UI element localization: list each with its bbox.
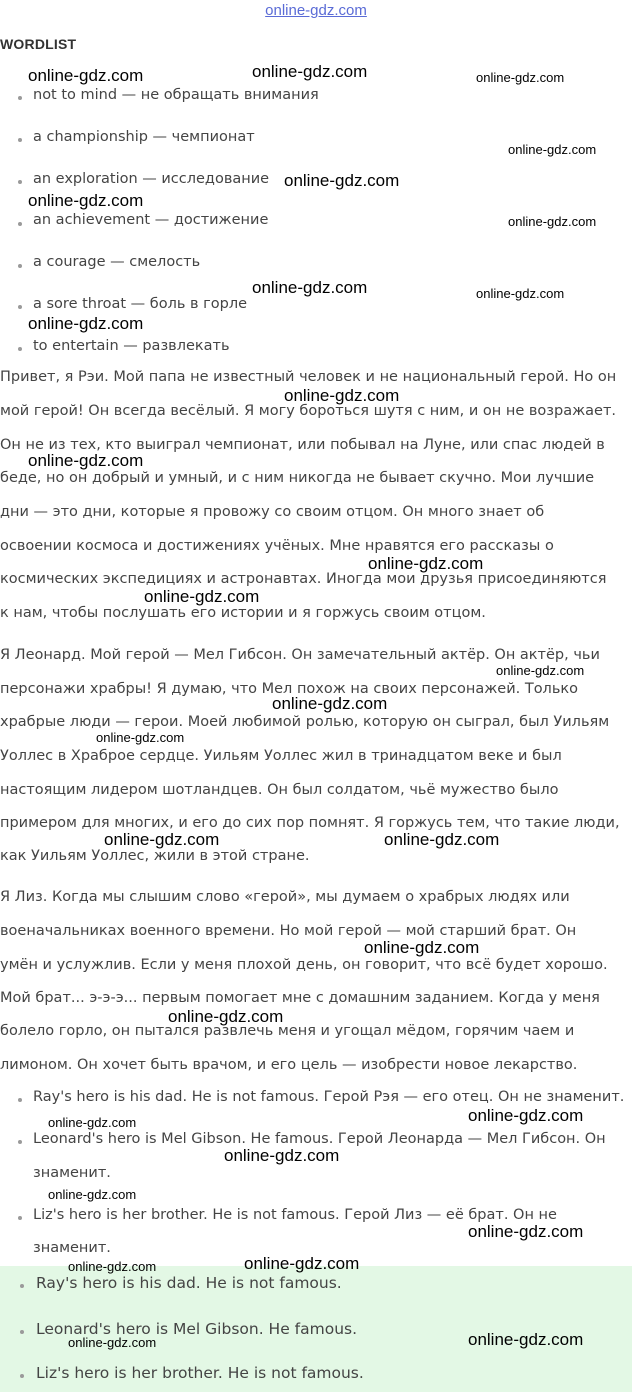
list-bullet [18,138,22,142]
watermark: online-gdz.com [508,214,597,229]
paragraph-line: персонажи храбры! Я думаю, что Мел похож на своих персонажей. Только [0,681,579,697]
wordlist-item: an exploration — исследование [33,171,270,187]
list-bullet [20,1284,24,1288]
watermark: online-gdz.com [384,830,500,849]
watermark: online-gdz.com [468,1330,584,1349]
paragraph-line: как Уильям Уоллес, жили в этой стране. [0,848,310,864]
paragraph-line: к нам, чтобы послушать его истории и я горжусь своим отцом. [0,605,486,621]
watermark: online-gdz.com [168,1007,284,1026]
watermark: online-gdz.com [28,314,144,333]
answer-line: Ray's hero is his dad. He is not famous. Герой Рэя — его отец. Он не знаменит. [33,1089,625,1105]
list-bullet [20,1374,24,1378]
list-bullet [18,305,22,309]
wordlist-item: an achievement — достижение [33,212,269,228]
wordlist-heading: WORDLIST [0,36,77,52]
watermark: online-gdz.com [28,451,144,470]
watermark: online-gdz.com [476,286,565,301]
paragraph-line: космических экспедициях и астронавтах. Иногда мои друзья присоединяются [0,571,607,587]
paragraph-line: освоении космоса и достижениях учёных. Мне нравятся его рассказы о [0,538,554,554]
green-answer-item: Leonard's hero is Mel Gibson. He famous. [36,1320,358,1338]
watermark: online-gdz.com [244,1254,360,1273]
list-bullet [18,347,22,351]
paragraph-line: лимоном. Он хочет быть врачом, и его цель — изобрести новое лекарство. [0,1057,578,1073]
watermark: online-gdz.com [96,730,185,745]
watermark: online-gdz.com [468,1222,584,1241]
answer-line: Leonard's hero is Mel Gibson. He famous. Герой Леонарда — Мел Гибсон. Он [33,1131,606,1147]
list-bullet [18,96,22,100]
watermark: online-gdz.com [364,938,480,957]
paragraph-line: болело горло, он пытался развлечь меня и угощал мёдом, горячим чаем и [0,1023,575,1039]
watermark: online-gdz.com [496,663,585,678]
watermark: online-gdz.com [104,830,220,849]
paragraph-line: Уоллес в Храброе сердце. Уильям Уоллес жил в тринадцатом веке и был [0,748,562,764]
watermark: online-gdz.com [284,171,400,190]
paragraph-line: Мой брат... э-э-э... первым помогает мне с домашним заданием. Когда у меня [0,990,600,1006]
watermark: online-gdz.com [68,1335,157,1350]
watermark: online-gdz.com [468,1106,584,1125]
wordlist-item: not to mind — не обращать внимания [33,87,319,103]
green-answer-item: Liz's hero is her brother. He is not famous. [36,1364,364,1382]
watermark: online-gdz.com [224,1146,340,1165]
list-bullet [20,1330,24,1334]
watermark: online-gdz.com [272,694,388,713]
watermark: online-gdz.com [476,70,565,85]
watermark: online-gdz.com [28,191,144,210]
paragraph-line: беде, но он добрый и умный, и с ним никогда не бывает скучно. Мои лучшие [0,470,595,486]
green-answer-item: Ray's hero is his dad. He is not famous. [36,1274,342,1292]
watermark: online-gdz.com [48,1187,137,1202]
answer-line: Liz's hero is her brother. He is not famous. Герой Лиз — её брат. Он не [33,1207,557,1223]
answer-line: знаменит. [33,1240,111,1256]
watermark: online-gdz.com [28,66,144,85]
watermark: online-gdz.com [508,142,597,157]
list-bullet [18,1098,22,1102]
watermark: online-gdz.com [284,386,400,405]
watermark: online-gdz.com [252,62,368,81]
wordlist-item: a sore throat — боль в горле [33,296,248,312]
watermark: online-gdz.com [252,278,368,297]
paragraph-line: настоящим лидером шотландцев. Он был солдатом, чьё мужество было [0,782,559,798]
paragraph-line: Я Леонард. Мой герой — Мел Гибсон. Он замечательный актёр. Он актёр, чьи [0,647,600,663]
watermark: online-gdz.com [48,1115,137,1130]
watermark: online-gdz.com [368,554,484,573]
wordlist-item: to entertain — развлекать [33,338,230,354]
watermark: online-gdz.com [144,587,260,606]
paragraph-line: Привет, я Рэи. Мой папа не известный человек и не национальный герой. Но он [0,369,617,385]
paragraph-line: храбрые люди — герои. Моей любимой ролью, которую он сыграл, был Уильям [0,714,610,730]
list-bullet [18,1140,22,1144]
paragraph-line: Я Лиз. Когда мы слышим слово «герой», мы думаем о храбрых людях или [0,889,570,905]
wordlist-item: a courage — смелость [33,254,201,270]
paragraph-line: дни — это дни, которые я провожу со своим отцом. Он много знает об [0,504,545,520]
paragraph-line: мой герой! Он всегда весёлый. Я могу бороться шутя с ним, и он не возражает. [0,403,617,419]
paragraph-line: умён и услужлив. Если у меня плохой день, он говорит, что всё будет хорошо. [0,957,608,973]
top-site-link[interactable]: online-gdz.com [265,2,367,19]
wordlist-item: a championship — чемпионат [33,129,255,145]
paragraph-line: военачальниках военного времени. Но мой герой — мой старший брат. Он [0,923,577,939]
list-bullet [18,264,22,268]
list-bullet [18,1216,22,1220]
list-bullet [18,180,22,184]
answer-line: знаменит. [33,1165,111,1181]
paragraph-line: Он не из тех, кто выиграл чемпионат, или побывал на Луне, или спас людей в [0,437,605,453]
list-bullet [18,222,22,226]
watermark: online-gdz.com [68,1259,157,1274]
paragraph-line: примером для многих, и его до сих пор помнят. Я горжусь тем, что такие люди, [0,815,620,831]
